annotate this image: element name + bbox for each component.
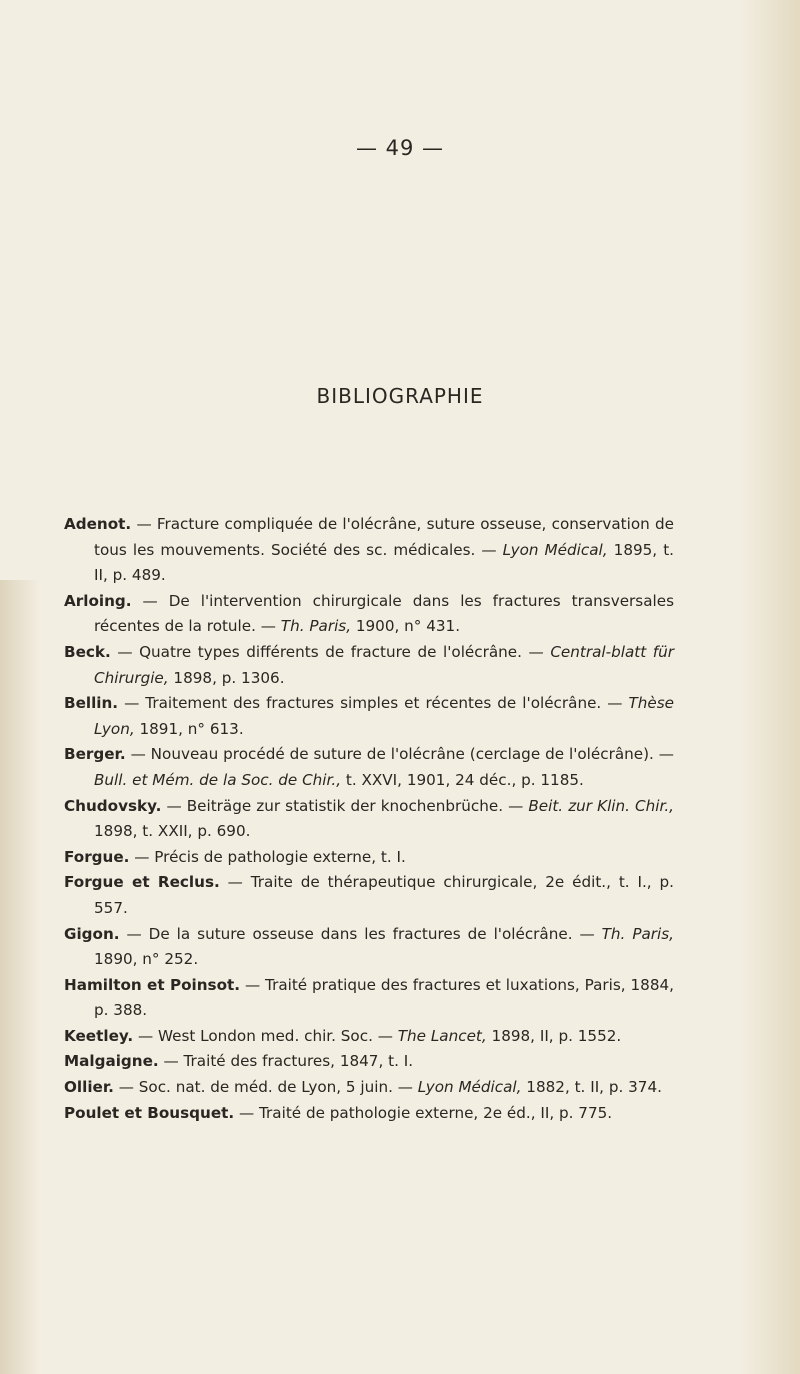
bibliography-entry [64,589,674,640]
entry-source: The Lancet, [397,1026,487,1045]
entry-author: Beck. [64,642,111,661]
entry-details: 1898, II, p. 1552. [486,1026,622,1045]
bibliography-list [64,512,674,1126]
bibliography-entry [64,794,674,845]
entry-author: Arloing. [64,591,132,610]
entry-author: Gigon. [64,924,120,943]
entry-text: — Beiträge zur statistik der knochenbrüche. — [161,796,529,815]
entry-details: 1882, t. II, p. 374. [521,1078,662,1097]
entry-source: Thèse Lyon, [94,694,674,738]
bibliography-entry [64,1075,674,1101]
entry-source: Lyon Médical, [502,540,608,559]
entry-text: — Nouveau procédé de suture de l'olécrâne (cerclage de l'olécrâne). — [125,745,674,764]
entry-text: — Traitement des fractures simples et récentes de l'olécrâne. — [118,694,629,713]
entry-details: 1900, n° 431. [351,617,461,636]
entry-text: — De l'intervention chirurgicale dans les fractures transversales récentes de la rotule. — [94,591,674,636]
entry-author: Bellin. [64,694,119,713]
bibliography-entry [64,640,674,691]
entry-author: Berger. [64,745,126,764]
entry-details: 1890, n° 252. [94,950,199,969]
entry-details: 1895, t. II, p. 489. [94,540,674,585]
bibliography-entry [64,845,674,871]
bibliography-entry [64,742,674,793]
entry-author: Hamilton et Poinsot. [64,975,241,994]
entry-text: — Fracture compliquée de l'olécrâne, suture osseuse, conservation de tous les mouvements. Société des sc. médicales. — [94,515,674,559]
bibliography-entry [64,870,674,921]
entry-author: Malgaigne. [64,1052,159,1071]
bibliography-entry [64,973,674,1024]
entry-source: Beit. zur Klin. Chir., [528,796,674,815]
entry-details: 1891, n° 613. [134,719,244,738]
entry-text: — Soc. nat. de méd. de Lyon, 5 juin. — [113,1078,418,1097]
entry-text: — Traité des fractures, 1847, t. I. [158,1052,414,1071]
paper-stain [0,580,40,1374]
entry-text: — Quatre types différents de fracture de l'olécrâne. — [110,642,551,661]
entry-text: — Traité de pathologie externe, 2e éd., II, p. 775. [234,1103,613,1122]
entry-details: t. XXVI, 1901, 24 déc., p. 1185. [341,770,584,789]
entry-source: Th. Paris, [601,924,675,943]
entry-source: Central-blatt für Chirurgie, [94,642,674,687]
entry-author: Ollier. [64,1078,114,1097]
entry-details: 1898, p. 1306. [168,668,285,687]
entry-author: Keetley. [64,1026,134,1045]
entry-text: — Traite de thérapeutique chirurgicale, 2e édit., t. I., p. 557. [94,873,674,917]
entry-author: Adenot. [64,515,132,533]
page-number: — 49 — [355,136,445,160]
bibliography-entry [64,922,674,973]
entry-author: Forgue. [64,847,130,866]
entry-source: Bull. et Mém. de la Soc. de Chir., [94,770,342,789]
entry-source: Th. Paris, [280,617,352,636]
bibliography-entry [64,691,674,742]
entry-author: Forgue et Reclus. [64,873,220,892]
entry-text: — West London med. chir. Soc. — [133,1026,398,1045]
section-heading: BIBLIOGRAPHIE [316,384,484,408]
entry-text: — Traité pratique des fractures et luxations, Paris, 1884, p. 388. [94,975,674,1020]
entry-details: 1898, t. XXII, p. 690. [94,822,251,841]
entry-text: — Précis de pathologie externe, t. I. [129,847,406,866]
bibliography-entry [64,1049,674,1075]
entry-author: Poulet et Bousquet. [64,1103,235,1122]
entry-source: Lyon Médical, [417,1078,522,1097]
entry-text: — De la suture osseuse dans les fractures de l'olécrâne. — [119,924,602,943]
bibliography-entry [64,512,674,589]
bibliography-entry [64,1101,674,1127]
paper-stain [740,0,800,1374]
bibliography-entry [64,1024,674,1050]
entry-author: Chudovsky. [64,796,162,815]
